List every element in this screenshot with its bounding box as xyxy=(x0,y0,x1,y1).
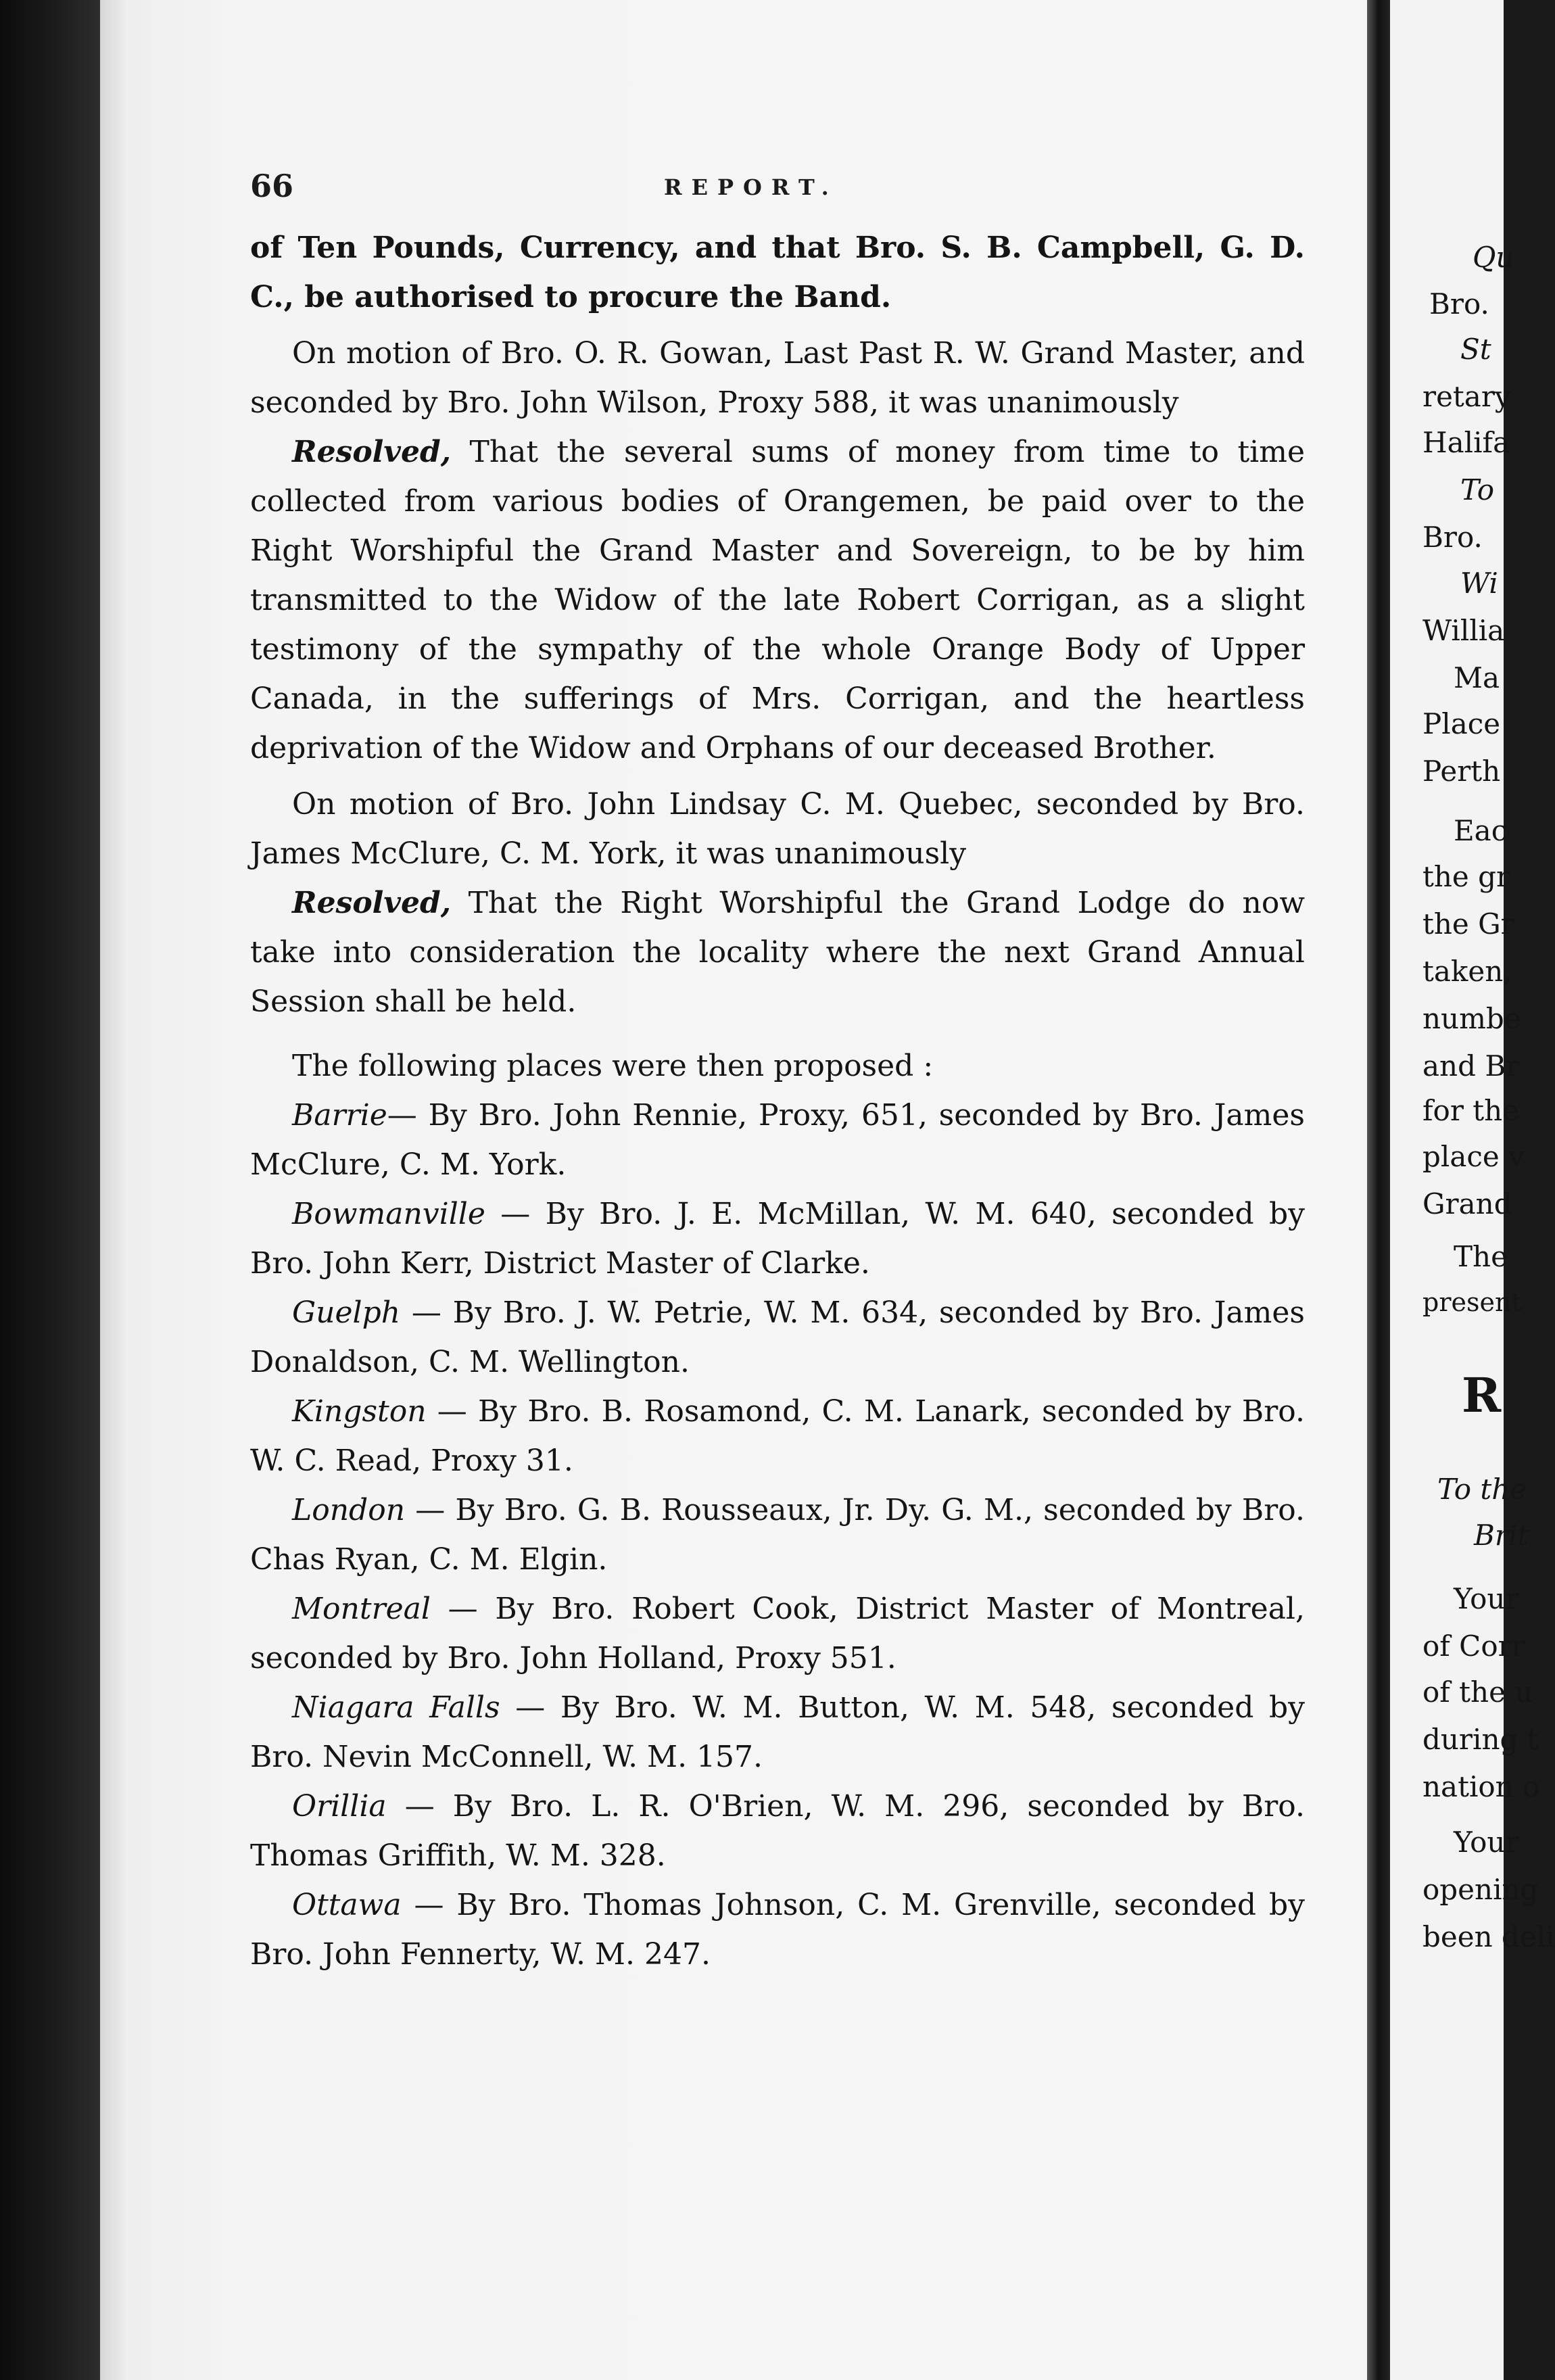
right-page-fragment: taken, xyxy=(1422,955,1512,988)
right-page-fragment: Your xyxy=(1454,1826,1519,1859)
place-entry: Niagara Falls — By Bro. W. M. Button, W. M. 548, seconded by Bro. Nevin McConnell, W. M. 157. xyxy=(250,1690,1305,1774)
right-page-fragment: present xyxy=(1422,1287,1522,1317)
paragraph: of Ten Pounds, Currency, and that Bro. S. B. Campbell, G. D. C., be authorised to procure the Band. xyxy=(250,231,1305,314)
right-page-fragment: Your xyxy=(1454,1582,1519,1615)
page-header xyxy=(250,168,1318,208)
right-page-fragment: Bro. xyxy=(1429,287,1489,320)
right-page-fragment: place v xyxy=(1422,1140,1525,1173)
place-entry: Kingston — By Bro. B. Rosamond, C. M. Lanark, seconded by Bro. W. C. Read, Proxy 31. xyxy=(250,1394,1305,1478)
right-page-fragment: been deli xyxy=(1422,1920,1555,1953)
right-page-fragment: during t xyxy=(1422,1723,1539,1756)
place-entry: Bowmanville — By Bro. J. E. McMillan, W. M. 640, seconded by Bro. John Kerr, District Master of Clarke. xyxy=(250,1197,1305,1281)
right-page-fragment: Willia xyxy=(1422,614,1505,647)
resolved-label: Resolved, xyxy=(292,886,452,920)
place-name: Montreal xyxy=(292,1592,431,1626)
right-page-fragment: Wi xyxy=(1460,567,1498,600)
place-name: Ottawa xyxy=(292,1888,402,1922)
place-name: London xyxy=(292,1493,406,1527)
place-name: Niagara Falls xyxy=(292,1690,500,1725)
right-page-edge xyxy=(1390,0,1555,2380)
right-page-fragment: for the xyxy=(1422,1094,1520,1127)
paragraph: On motion of Bro. John Lindsay C. M. Quebec, seconded by Bro. James McClure, C. M. York, it was unanimously xyxy=(250,787,1305,871)
right-page-fragment: Eac xyxy=(1454,814,1508,847)
place-entry: Guelph — By Bro. J. W. Petrie, W. M. 634, seconded by Bro. James Donaldson, C. M. Wellington. xyxy=(250,1295,1305,1379)
right-page-fragment: To the xyxy=(1437,1473,1527,1506)
right-page-fragment: R xyxy=(1462,1367,1502,1423)
right-page-fragment: retary xyxy=(1422,380,1511,413)
place-name: Kingston xyxy=(292,1394,427,1429)
paragraph: On motion of Bro. O. R. Gowan, Last Past R. W. Grand Master, and seconded by Bro. John Wilson, Proxy 588, it was unanimously xyxy=(250,336,1305,420)
place-name: Bowmanville xyxy=(292,1197,485,1231)
resolved-label: Resolved, xyxy=(292,435,452,469)
place-entry: Ottawa — By Bro. Thomas Johnson, C. M. Grenville, seconded by Bro. John Fennerty, W. M. 247. xyxy=(250,1888,1305,1972)
right-page-fragment: Place xyxy=(1422,707,1501,740)
right-page-fragment: Ma xyxy=(1454,661,1500,694)
right-page-fragment: nation o xyxy=(1422,1770,1540,1803)
right-page-fragment: opening xyxy=(1422,1873,1539,1906)
right-page-fragment: numbe xyxy=(1422,1002,1521,1035)
right-page-fragment: Grand xyxy=(1422,1187,1512,1220)
resolution-paragraph: Resolved, That the Right Worshipful the Grand Lodge do now take into consideration the locality where the next Grand Annual Session shall be held. xyxy=(250,886,1305,1019)
place-name: Orillia xyxy=(292,1789,387,1824)
place-name: Guelph xyxy=(292,1295,401,1330)
running-head: REPORT. xyxy=(664,174,838,200)
right-page-fragment: The xyxy=(1454,1240,1508,1273)
right-page-fragment: Perth xyxy=(1422,755,1501,788)
right-page-fragment: Halifa xyxy=(1422,426,1510,459)
right-page-fragment: and Br xyxy=(1422,1049,1520,1082)
place-entry: Orillia — By Bro. L. R. O'Brien, W. M. 296, seconded by Bro. Thomas Griffith, W. M. 328. xyxy=(250,1789,1305,1873)
place-entry: London — By Bro. G. B. Rousseaux, Jr. Dy. G. M., seconded by Bro. Chas Ryan, C. M. Elgin. xyxy=(250,1493,1305,1577)
right-page-fragment: Qu xyxy=(1473,241,1514,274)
right-page-fragment: Bro. xyxy=(1422,521,1483,554)
place-entry: Barrie— By Bro. John Rennie, Proxy, 651, seconded by Bro. James McClure, C. M. York. xyxy=(250,1098,1305,1182)
resolution-paragraph: Resolved, That the several sums of money from time to time collected from various bodies of Orangemen, be paid over to the Right Worshipful the Grand Master and Sovereign, to be by him transmitted to the Widow of the late Robert Corrigan, as a slight testimony of the sympathy of the whole Orange Body of Upper Canada, in the sufferings of Mrs. Corrigan, and the heartless deprivation of the Widow and Orphans of our deceased Brother. xyxy=(250,435,1305,765)
page-number: 66 xyxy=(250,168,294,204)
right-page-fragment: To xyxy=(1460,473,1495,506)
paragraph: The following places were then proposed : xyxy=(292,1049,934,1083)
book-gutter xyxy=(1367,0,1393,2380)
place-name: Barrie xyxy=(292,1098,387,1133)
right-page-fragment: Brit xyxy=(1474,1519,1529,1552)
place-entry: Montreal — By Bro. Robert Cook, District Master of Montreal, seconded by Bro. John Holland, Proxy 551. xyxy=(250,1592,1305,1675)
right-page-fragment: St xyxy=(1460,333,1491,366)
right-page-fragment: of Corr xyxy=(1422,1629,1525,1663)
right-page-fragment: the Gr xyxy=(1422,907,1514,941)
right-page-fragment: the gr xyxy=(1422,860,1510,893)
book-spine-shadow xyxy=(0,0,101,2380)
page-body xyxy=(250,223,1305,1979)
right-page-fragment: of the u xyxy=(1422,1675,1533,1709)
